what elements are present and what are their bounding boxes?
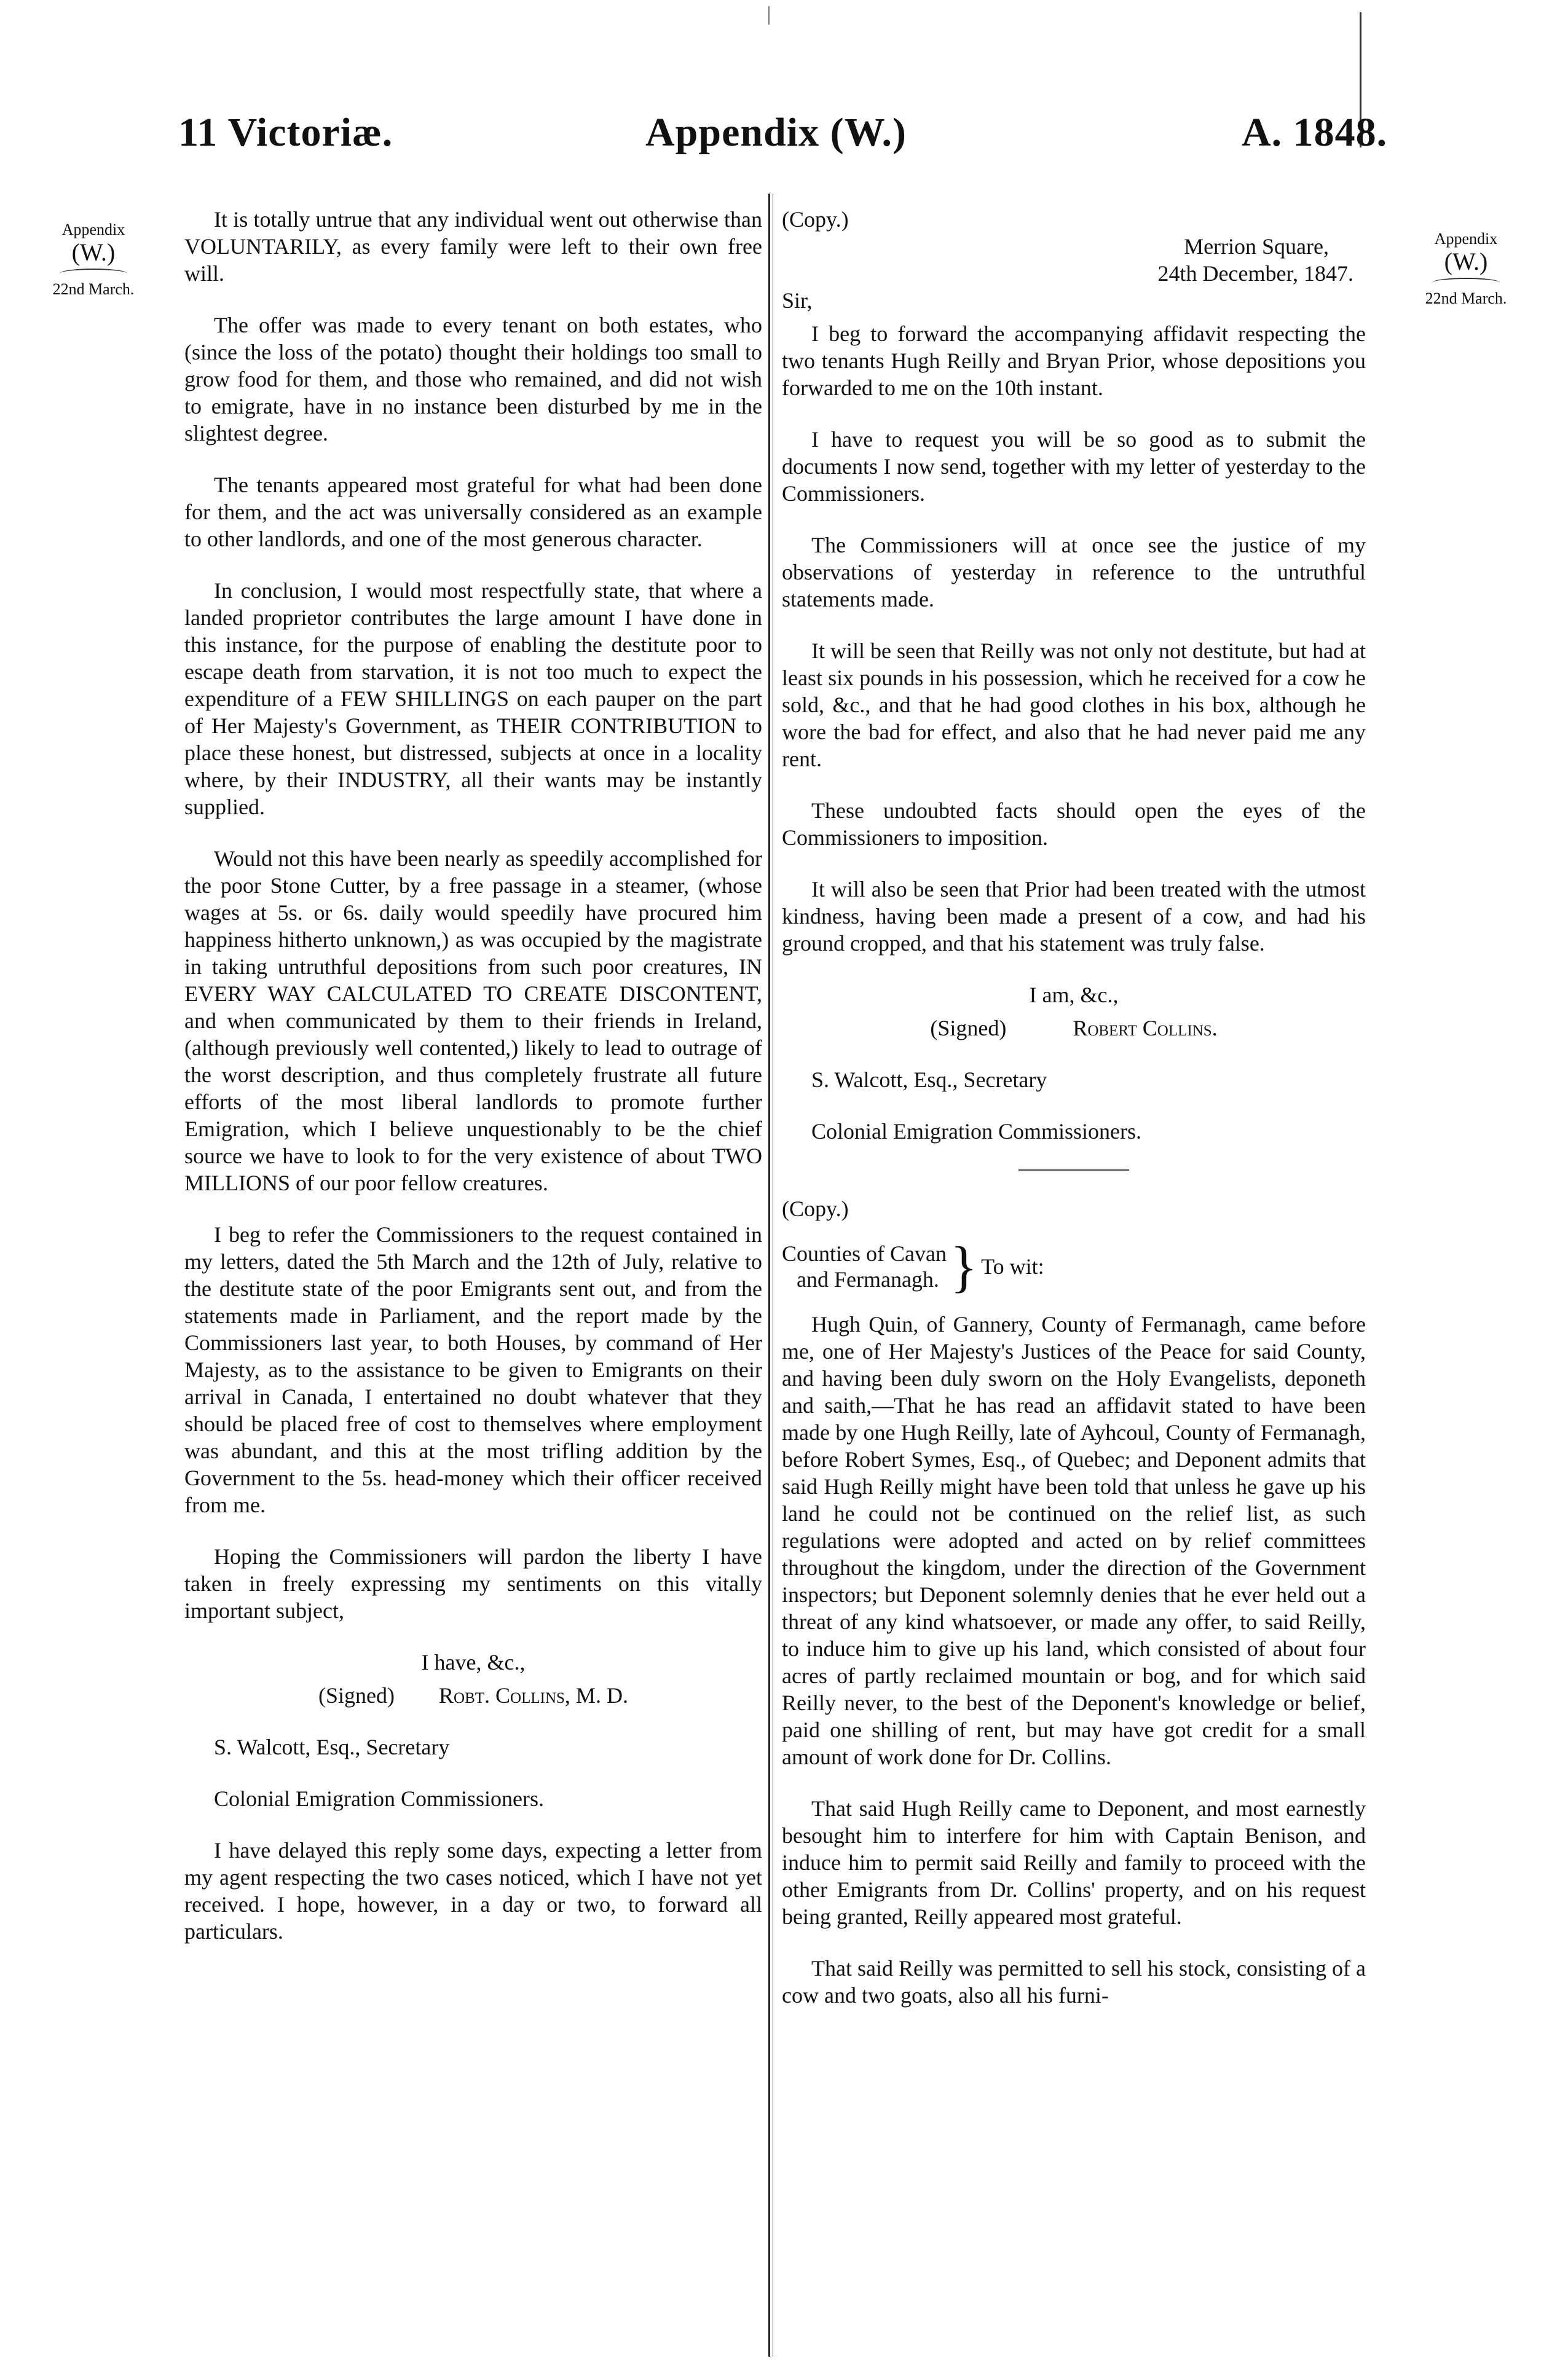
right-signer: Robert Collins. <box>1073 1016 1218 1040</box>
county-line-1: Counties of Cavan <box>782 1241 947 1266</box>
margin-right-w: (W.) <box>1444 247 1488 275</box>
header-left: 11 Victoriæ. <box>178 110 393 155</box>
margin-left-appendix: Appendix <box>61 221 125 238</box>
left-paragraph-6: I beg to refer the Commissioners to the request contained in my letters, dated the 5th March and the 12th of July, relative to the destitute state of the poor Emigrants sent out, and from the statements made in Parliament, and the report made by the Commissioners last year, to both Houses, by command of Her Majesty, as to the assistance to be given to Emigrants on their arrival in Canada, I entertained no doubt whatever that they should be placed free of cost to themselves where employment was abundant, and this at the most trifling addition by the Government to the 5s. head-money which their officer received from me. <box>184 1222 762 1517</box>
margin-note-left <box>50 221 136 298</box>
to-wit: To wit: <box>981 1254 1044 1279</box>
county-line-2: and Fermanagh. <box>797 1267 939 1292</box>
left-addressee-1: S. Walcott, Esq., Secretary <box>214 1735 450 1759</box>
margin-left-brace <box>60 269 127 278</box>
right-paragraph-6: It will also be seen that Prior had been treated with the utmost kindness, having been made a present of a cow, and had his ground cropped, and that his statement was truly false. <box>782 877 1366 956</box>
right-signature-line <box>782 1015 1366 1042</box>
right-copy-label-2: (Copy.) <box>782 1196 849 1221</box>
right-addressee-2: Colonial Emigration Commissioners. <box>811 1119 1141 1144</box>
right-paragraph-4: It will be seen that Reilly was not only not destitute, but had at least six pounds in his possession, which he received for a cow he sold, &c., and that he had good clothes in his box, although he wore the bad for effect, and also that he had never paid me any rent. <box>782 638 1366 771</box>
right-paragraph-3: The Commissioners will at once see the justice of my observations of yesterday in reference to the untruthful statements made. <box>782 533 1366 611</box>
left-paragraph-4: In conclusion, I would most respectfully state, that where a landed proprietor contributes the large amount I have done in this instance, for the purpose of enabling the destitute poor to escape death from starvation, it is not too much to expect the expenditure of a FEW SHILLINGS on each pauper on the part of Her Majesty's Government, as THEIR CONTRIBUTION to place these honest, but distressed, subjects at once in a locality where, by their INDUSTRY, all their wants may be instantly supplied. <box>184 578 762 819</box>
section-separator <box>1018 1169 1129 1171</box>
left-signature-line <box>184 1682 762 1709</box>
right-closing: I am, &c., <box>1029 983 1119 1007</box>
right-place: Merrion Square, <box>1184 234 1329 259</box>
right-paragraph-9: That said Reilly was permitted to sell his stock, consisting of a cow and two goats, also all his furni- <box>782 1956 1366 2008</box>
right-salutation: Sir, <box>782 288 813 313</box>
right-paragraph-2: I have to request you will be so good as to submit the documents I now send, together with my letter of yesterday to the Commissioners. <box>782 427 1366 506</box>
margin-left-date: 22nd March. <box>52 280 135 298</box>
right-paragraph-7: Hugh Quin, of Gannery, County of Fermanagh, came before me, one of Her Majesty's Justices of the Peace for said County, and having been duly sworn on the Holy Evangelists, deponeth and saith,—That he has read an affidavit stated to have been made by one Hugh Reilly, late of Ayhcoul, County of Fermanagh, before Robert Symes, Esq., of Quebec; and Deponent admits that said Hugh Reilly might have been told that unless he gave up his land he could not be continued on the relief list, as such regulations were adopted and acted on by relief committees throughout the kingdom, under the direction of the Government inspectors; but Deponent solemnly denies that he ever held out a threat of any kind whatsoever, or made any offer, to said Reilly, to induce him to give up his land, which consisted of about four acres of partly reclaimed mountain or bog, and for which said Reilly never, to the best of the Deponent's knowledge or belief, paid one shilling of rent, but may have got credit for a small amount of work done for Dr. Collins. <box>782 1312 1366 1769</box>
left-paragraph-2: The offer was made to every tenant on both estates, who (since the loss of the potato) thought their holdings too small to grow food for them, and those who remained, and did not wish to emigrate, have in no instance been disturbed by me in the slightest degree. <box>184 313 762 446</box>
margin-note-right <box>1414 230 1518 307</box>
margin-left-w: (W.) <box>71 238 116 266</box>
right-paragraph-8: That said Hugh Reilly came to Deponent, and most earnestly besought him to interfere for him with Captain Benison, and induce him to permit said Reilly and family to proceed with the other Emigrants from Dr. Collins' property, and on his request being granted, Reilly appeared most grateful. <box>782 1796 1366 1929</box>
right-paragraph-1: I beg to forward the accompanying affidavit respecting the two tenants Hugh Reilly and Bryan Prior, whose depositions you forwarded to me on the 10th instant. <box>782 321 1366 400</box>
left-column <box>184 206 762 1970</box>
left-closing: I have, &c., <box>421 1650 526 1675</box>
right-addressee-1: S. Walcott, Esq., Secretary <box>811 1067 1047 1092</box>
right-paragraph-5: These undoubted facts should open the eyes of the Commissioners to imposition. <box>782 798 1366 850</box>
left-paragraph-3: The tenants appeared most grateful for what had been done for them, and the act was universally considered as an example to other landlords, and one of the most generous character. <box>184 473 762 551</box>
right-column <box>782 206 1366 2033</box>
scan-mark <box>768 6 770 25</box>
left-paragraph-1: It is totally untrue that any individual went out otherwise than VOLUNTARILY, as every family were left to their own free will. <box>184 207 762 286</box>
left-signed: (Signed) <box>318 1683 395 1708</box>
margin-right-date: 22nd March. <box>1425 289 1507 307</box>
left-signer: Robt. Collins, M. D. <box>439 1683 628 1708</box>
right-signed: (Signed) <box>930 1016 1007 1040</box>
header-right: A. 1848. <box>1242 110 1388 155</box>
county-brace: } <box>950 1235 978 1298</box>
left-addressee-2: Colonial Emigration Commissioners. <box>214 1786 544 1811</box>
header-center: Appendix (W.) <box>645 110 907 155</box>
margin-right-brace <box>1432 278 1500 288</box>
left-paragraph-5: Would not this have been nearly as speedily accomplished for the poor Stone Cutter, by a free passage in a steamer, (whose wages at 5s. or 6s. daily would speedily have procured him happiness hitherto unknown,) as was occupied by the magistrate in taking untruthful depositions from such poor creatures, IN EVERY WAY CALCULATED TO CREATE DISCONTENT, and when communicated by them to their friends in Ireland, (although previously well contented,) likely to lead to outrage of the worst description, and thus completely frustrate all future efforts of the most liberal landlords to promote further Emigration, which I believe unquestionably to be the chief source we have to look to for the very existence of about TWO MILLIONS of our poor fellow creatures. <box>184 846 762 1195</box>
left-paragraph-7: Hoping the Commissioners will pardon the liberty I have taken in freely expressing my sentiments on this vitally important subject, <box>184 1544 762 1623</box>
counties-block <box>782 1235 1366 1298</box>
right-date: 24th December, 1847. <box>1157 261 1353 286</box>
right-copy-label-1: (Copy.) <box>782 207 849 232</box>
left-paragraph-8: I have delayed this reply some days, expecting a letter from my agent respecting the two cases noticed, which I have not yet received. I hope, however, in a day or two, to forward all particulars. <box>184 1838 762 1944</box>
column-divider <box>768 194 770 2357</box>
margin-right-appendix: Appendix <box>1434 230 1498 248</box>
